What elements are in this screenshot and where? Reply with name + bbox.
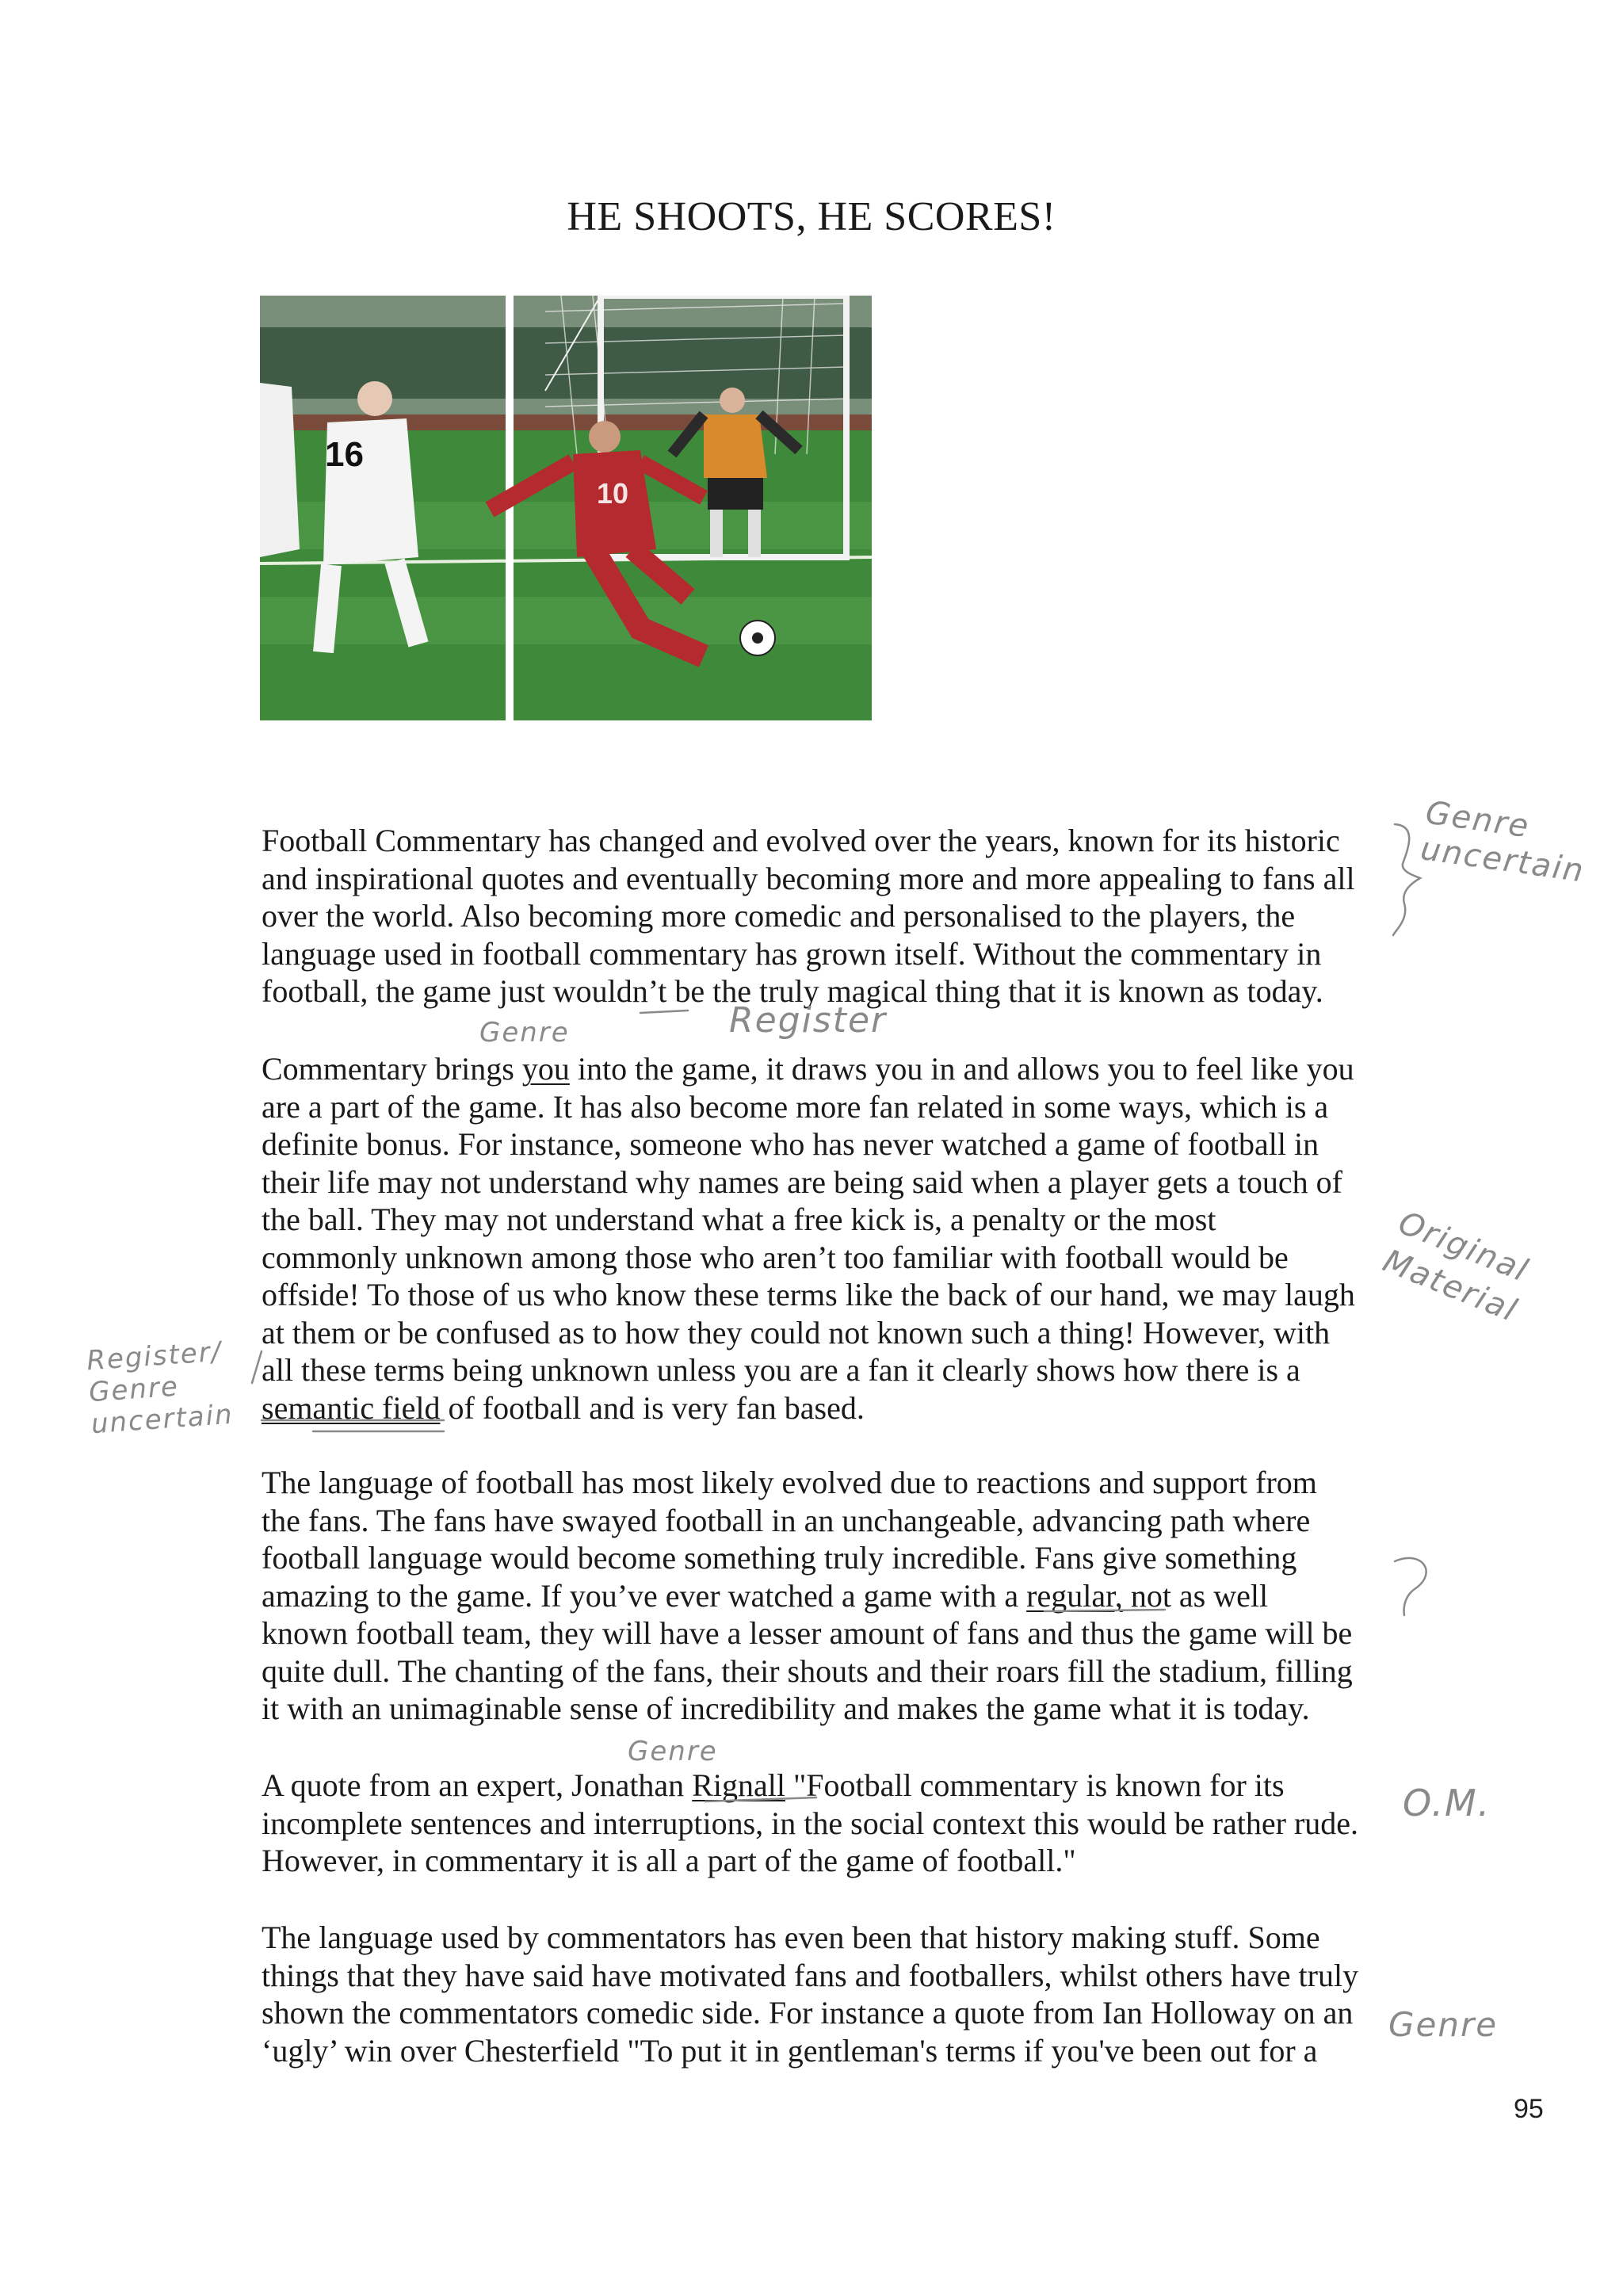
text-line: offside! To those of us who know these terms like the back of our hand, we may laugh xyxy=(262,1277,1355,1312)
text-line: language used in football commentary has grown itself. Without the commentary in xyxy=(262,935,1322,972)
underlined-word: you xyxy=(521,1051,570,1087)
page-title: HE SHOOTS, HE SCORES! xyxy=(567,194,1056,239)
text-line: However, in commentary it is all a part of the game of football." xyxy=(262,1843,1076,1878)
text-segment: Commentary brings xyxy=(262,1051,522,1087)
text-line: quite dull. The chanting of the fans, their shouts and their roars fill the stadium, filling xyxy=(262,1652,1353,1689)
jersey-number-16: 16 xyxy=(325,435,364,474)
text-line: known football team, they will have a lesser amount of fans and thus the game will be xyxy=(262,1615,1353,1651)
text-line: at them or be confused as to how they could not known such a thing! However, with xyxy=(262,1314,1331,1350)
text-line: the ball. They may not understand what a free kick is, a penalty or the most xyxy=(262,1201,1216,1237)
annotation-question-mark xyxy=(1387,1542,1415,1600)
text-segment: of football and is very fan based. xyxy=(440,1389,865,1426)
text-line: football, the game just wouldn’t be the truly magical thing that it is known as today. xyxy=(262,973,1323,1009)
text-line: over the world. Also becoming more comedic and personalised to the players, the xyxy=(262,898,1296,934)
annotation-om: O.M. xyxy=(1403,1782,1491,1824)
text-segment: into the game, it draws you in and allows you to feel like you xyxy=(569,1051,1354,1087)
text-line: shown the commentators comedic side. For instance a quote from Ian Holloway on an xyxy=(262,1995,1354,2030)
annotation-genre: Genre xyxy=(479,1017,570,1049)
text-segment: not as well xyxy=(1122,1577,1269,1614)
page-number: 95 xyxy=(1514,2094,1544,2124)
text-segment: "Football commentary is known for its xyxy=(785,1767,1285,1803)
annotation-register-genre-uncertain: Register/ Genre uncertain xyxy=(86,1335,235,1441)
text-line: it with an unimaginable sense of incredibility and makes the game what it is today. xyxy=(262,1690,1310,1726)
underlined-phrase: semantic field xyxy=(262,1389,441,1426)
text-line: definite bonus. For instance, someone who has never watched a game of football in xyxy=(262,1126,1319,1162)
text-line: The language used by commentators has even been that history making stuff. Some xyxy=(262,1920,1320,1955)
text-line: The language of football has most likely evolved due to reactions and support from xyxy=(262,1465,1317,1500)
text-line: all these terms being unknown unless you are a fan it clearly shows how there is a xyxy=(262,1352,1300,1388)
underlined-word: Rignall xyxy=(692,1767,785,1803)
text-line: their life may not understand why names are being said when a player gets a touch of xyxy=(262,1163,1343,1200)
text-line: football language would become something truly incredible. Fans give something xyxy=(262,1540,1297,1576)
annotation-genre-rignall: Genre xyxy=(628,1736,718,1767)
text-line: Football Commentary has changed and evolved over the years, known for its historic xyxy=(262,823,1340,858)
annotation-register: Register xyxy=(729,1000,888,1041)
underlined-word: regular, xyxy=(1026,1577,1123,1614)
text-line: and inspirational quotes and eventually becoming more and more appealing to fans all xyxy=(262,860,1355,896)
text-line: commonly unknown among those who aren’t too familiar with football would be xyxy=(262,1239,1289,1275)
text-line: incomplete sentences and interruptions, in the social context this would be rather rude. xyxy=(262,1805,1359,1841)
text-segment: A quote from an expert, Jonathan xyxy=(262,1767,693,1803)
text-segment: amazing to the game. If you’ve ever watched a game with a xyxy=(262,1577,1027,1614)
text-line: ‘ugly’ win over Chesterfield "To put it in gentleman's terms if you've been out for a xyxy=(262,2032,1318,2069)
annotation-original-material: Original Material xyxy=(1377,1204,1534,1330)
text-line: the fans. The fans have swayed football in an unchangeable, advancing path where xyxy=(262,1502,1311,1538)
text-line: things that they have said have motivated fans and footballers, whilst others have truly xyxy=(262,1957,1359,1993)
text-line: are a part of the game. It has also become more fan related in some ways, which is a xyxy=(262,1088,1329,1125)
jersey-number-10: 10 xyxy=(597,477,629,510)
annotation-genre-last: Genre xyxy=(1388,2005,1499,2044)
annotation-genre-uncertain: Genre uncertain xyxy=(1418,794,1587,890)
